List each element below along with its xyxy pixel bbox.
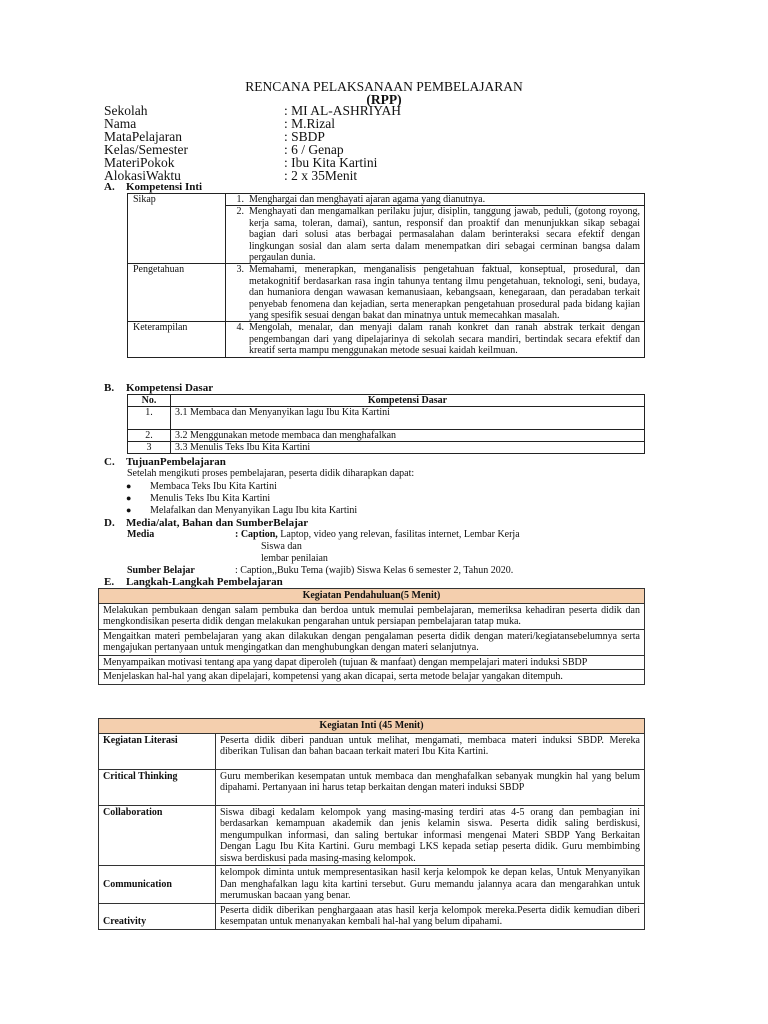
kegiatan-inti-table [98,718,645,930]
identity-value: : M.Rizal [284,116,335,131]
media-line2: Siswa dan [261,541,302,552]
table-row: 2. Menghayati dan mengamalkan perilaku jujur, disiplin, tanggung jawab, peduli, (gotong royong, kerja sama, toleran, damai), santun, responsif dan proaktif dan menunjukkan sikap sebagai bagian dari solusi atas berbagai permasalahan dalam berinteraksi secara efektif dengan lingkungan sosial dan alam serta dalam menempatkan diri sebagai cerminan bangsa dalam pergaulan dunia. [128,206,645,264]
ki-item-text: Menghargai dan menghayati ajaran agama yang dianutnya. [247,194,645,206]
document-subtitle: (RPP) [366,92,402,107]
table-row: Menyampaikan motivasi tentang apa yang dapat diperoleh (tujuan & manfaat) dengan mempelajari materi induksi SBDP [99,655,645,670]
sumber-label: Sumber Belajar [127,565,195,576]
kompetensi-inti-table [127,193,645,358]
identity-value: : SBDP [284,129,325,144]
table-row: Menjelaskan hal-hal yang akan dipelajari, kompetensi yang akan dicapai, serta metode belajar yangakan ditempuh. [99,670,645,685]
section-d-heading: D. Media/alat, Bahan dan SumberBelajar [104,517,309,529]
identity-label: MateriPokok [104,155,175,170]
table-row: 1. 3.1 Membaca dan Menyanyikan lagu Ibu Kita Kartini [128,407,645,430]
table-row: 3 3.3 Menulis Teks Ibu Kita Kartini [128,442,645,454]
ki-category: Pengetahuan [128,264,226,322]
table-row: Critical Thinking Guru memberikan kesempatan untuk membaca dan menghafalkan sebanyak mungkin hal yang belum dipahami. Pertanyaan ini harus tetap berkaitan dengan materi induksi SBDP [99,769,645,805]
table-row: Communication kelompok diminta untuk mempresentasikan hasil kerja kelompok ke depan kelas, Untuk Menyanyikan Dan menghafalkan lagu kita kartini tersebut. Guru memandu jalannya acara dan mengarahkan untuk merumuskan bacaan yang benar. [99,866,645,904]
sumber-value: : Caption,,Buku Tema (wajib) Siswa Kelas 6 semester 2, Tahun 2020. [235,565,514,576]
identity-value: : MI AL-ASHRIYAH [284,103,402,118]
table-row: Keterampilan 4. Mengolah, menalar, dan menyaji dalam ranah konkret dan ranah abstrak terkait dengan pengembangan dari yang dipelajarinya di sekolah secara mandiri, bertindak secara efektif dan kreatif serta mampu menggunakan metode sesuai kaidah keilmuan. [128,322,645,357]
list-item: ● Menulis Teks Ibu Kita Kartini [126,493,271,504]
table-row: Collaboration Siswa dibagi kedalam kelompok yang masing-masing terdiri atas 4-5 orang dan pembagian ini berdasarkan kemampuan akademik dan jenis kelamin siswa. Peserta didik saling berdiskusi, mengumpulkan informasi, dan saling bertukar informasi mengenai Materi SBDP Yang Berkaitan Dengan Lagu Ibu Kita Kartini. Guru membagi LKS kepada setiap peserta didik. Guru membimbing siswa berdiskusi pada masing-masing kelompok. [99,805,645,866]
table-row: Sikap 1. Menghargai dan menghayati ajaran agama yang dianutnya. [128,194,645,206]
identity-value: : 6 / Genap [284,142,344,157]
ki-category: Keterampilan [128,322,226,357]
identity-label: Sekolah [104,103,148,118]
identity-row-sekolah [104,104,401,117]
document-title: RENCANA PELAKSANAAN PEMBELAJARAN [245,79,523,94]
table-row: 2. 3.2 Menggunakan metode membaca dan menghafalkan [128,430,645,442]
identity-value: : 2 x 35Menit [284,168,358,183]
inti-category: Kegiatan Literasi [99,733,216,769]
table-row: Creativity Peserta didik diberikan penghargaaan atas hasil kerja kelompok mereka.Peserta didik kemudian diberi kesempatan untuk menanyakan kembali hal-hal yang belum dipahami. [99,903,645,929]
table-header-row: Kegiatan Pendahuluan(5 Menit) [99,589,645,604]
inti-category: Collaboration [99,805,216,866]
section-a-heading: A. Kompetensi Inti [104,181,203,193]
table-row: Kegiatan Literasi Peserta didik diberi panduan untuk melihat, mengamati, membaca materi induksi SBDP. Mereka diberikan Tulisan dan bahan bacaan terkait materi Ibu Kita Kartini. [99,733,645,769]
section-e-heading: E. Langkah-Langkah Pembelajaran [104,576,283,588]
bullet-icon: ● [126,493,132,503]
kompetensi-dasar-table [127,394,645,454]
table-row: Melakukan pembukaan dengan salam pembuka dan berdoa untuk memulai pembelajaran, memeriksa kehadiran peserta didik dan mengkondisikan peserta didik dengan melakukan pengarahan untuk persiapan pembelajaran tatap muka. [99,603,645,629]
identity-label: Nama [104,116,137,131]
section-b-heading: B. Kompetensi Dasar [104,382,214,394]
section-c-heading: C. TujuanPembelajaran [104,456,226,468]
list-item: ● Melafalkan dan Menyanyikan Lagu Ibu kita Kartini [126,505,358,516]
bullet-icon: ● [126,481,132,491]
table-header-row: Kegiatan Inti (45 Menit) [99,719,645,734]
inti-category: Communication [99,866,216,904]
media-line3: lembar penilaian [261,553,328,564]
table-row: Pengetahuan 3. Memahami, menerapkan, menganalisis pengetahuan faktual, konseptual, prosedural, dan metakognitif berdasarkan rasa ingin tahunya tentang ilmu pengetahuan, teknologi, seni, budaya, dan humaniora dengan wawasan kemanusiaan, kebangsaan, kenegaraan, dan peradaban terkait penyebab fenomena dan kejadian, serta menerapkan pengetahuan prosedural pada bidang kajian yang spesifik sesuai dengan bakat dan minatnya untuk memecahkan masalah. [128,264,645,322]
bullet-icon: ● [126,505,132,515]
list-item: ● Membaca Teks Ibu Kita Kartini [126,481,277,492]
ki-item-text: Memahami, menerapkan, menganalisis pengetahuan faktual, konseptual, prosedural, dan metakognitif berdasarkan rasa ingin tahunya tentang ilmu pengetahuan, teknologi, seni, budaya, dan humaniora dengan wawasan kemanusiaan, kebangsaan, kenegaraan, dan peradaban terkait penyebab fenomena dan kejadian, serta menerapkan pengetahuan prosedural pada bidang kajian yang spesifik sesuai dengan bakat dan minatnya untuk memecahkan masalah. [247,264,645,322]
media-label: Media [127,529,155,540]
table-row: Mengaitkan materi pembelajaran yang akan dilakukan dengan pengalaman peserta didik dengan materi/kegiatansebelumnya serta mengajukan pertanyaan untuk mengingatkan dan menghubungkan dengan materi selanjutnya. [99,629,645,655]
ki-category: Sikap [128,194,226,264]
inti-category: Critical Thinking [99,769,216,805]
media-value: : Caption, Laptop, video yang relevan, fasilitas internet, Lembar Kerja [235,529,520,540]
ki-item-text: Menghayati dan mengamalkan perilaku jujur, disiplin, tanggung jawab, peduli, (gotong royong, kerja sama, toleran, damai), santun, responsif dan proaktif dan menunjukkan sikap sebagai bagian dari solusi atas berbagai permasalahan dalam berinteraksi secara efektif dengan lingkungan sosial dan alam serta dalam menempatkan diri sebagai cerminan bangsa dalam pergaulan dunia. [247,206,645,264]
ki-item-text: Mengolah, menalar, dan menyaji dalam ranah konkret dan ranah abstrak terkait dengan pengembangan dari yang dipelajarinya di sekolah secara mandiri, bertindak secara efektif dan kreatif serta mampu menggunakan metode sesuai kaidah keilmuan. [247,322,645,357]
identity-value: : Ibu Kita Kartini [284,155,378,170]
kegiatan-pendahuluan-table [98,588,645,685]
identity-label: MataPelajaran [104,129,182,144]
inti-category: Creativity [99,903,216,929]
identity-label: Kelas/Semester [104,142,188,157]
identity-label: AlokasiWaktu [104,168,181,183]
table-header-row: No. Kompetensi Dasar [128,395,645,407]
tujuan-intro: Setelah mengikuti proses pembelajaran, peserta didik diharapkan dapat: [127,468,415,479]
